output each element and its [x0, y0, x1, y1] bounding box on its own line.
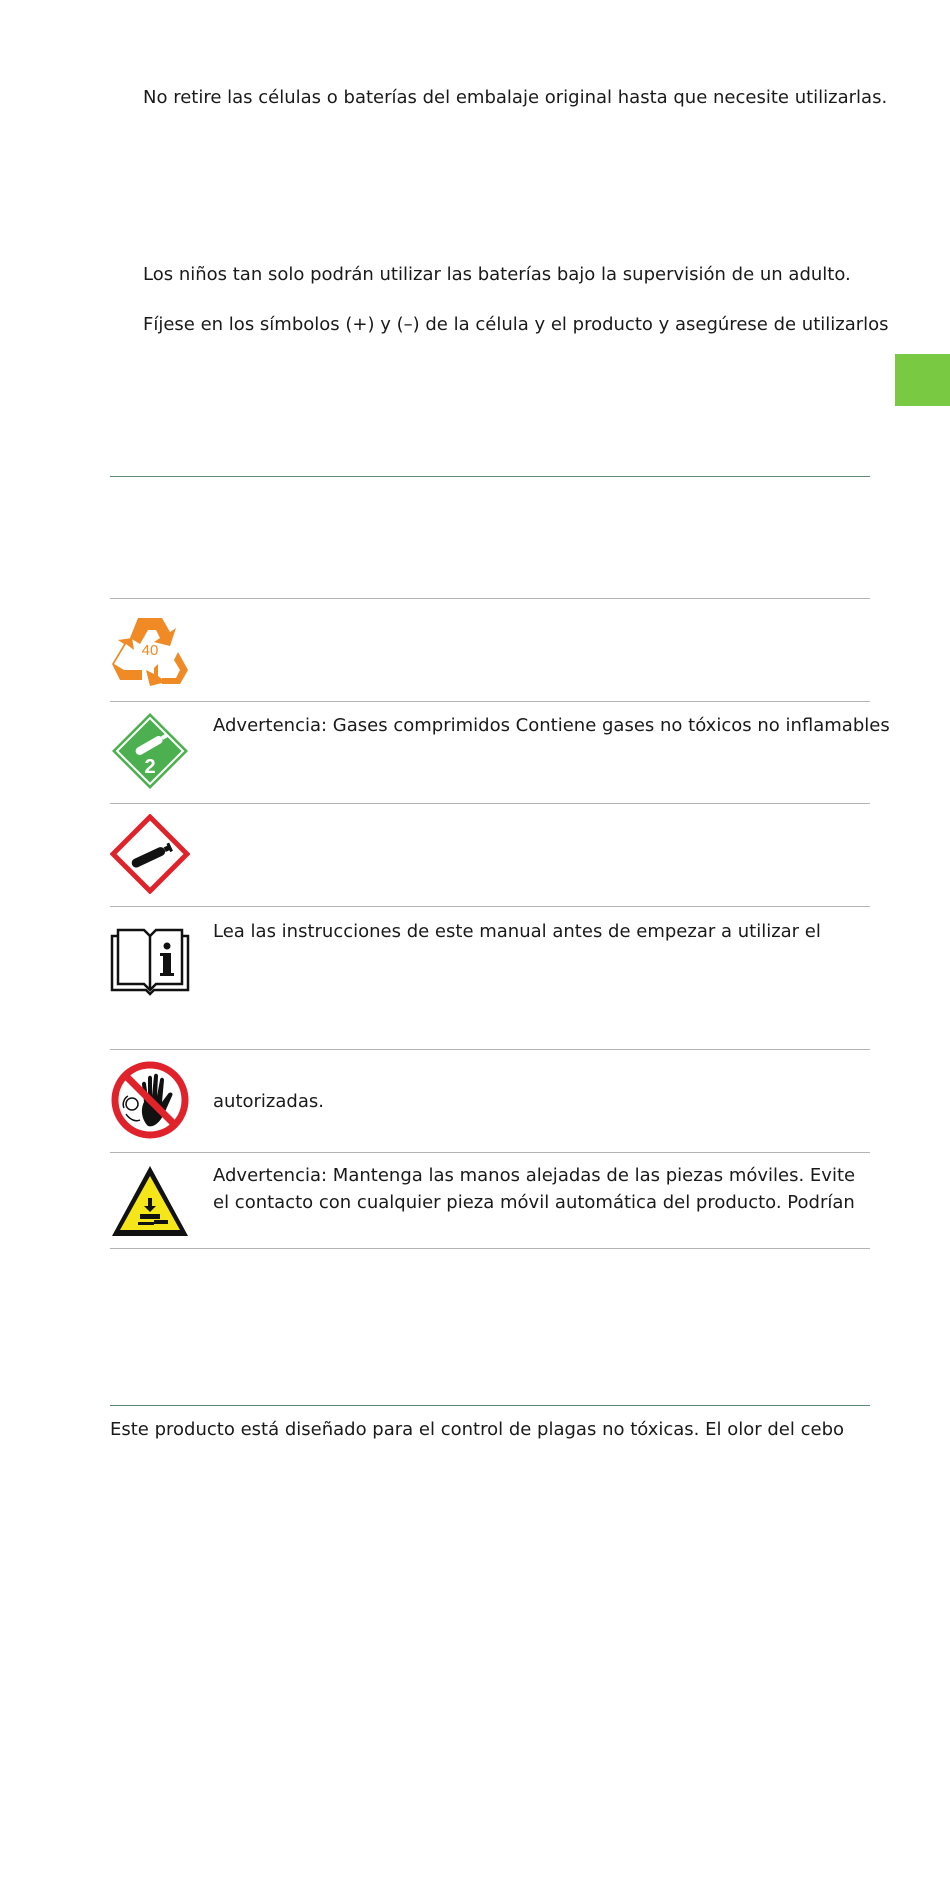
children-supervision-note: Los niños tan solo podrán utilizar las baterías bajo la supervisión de un adulto.: [143, 264, 851, 285]
no-access-text: autorizadas.: [213, 1091, 324, 1112]
table-row-rule: [110, 701, 870, 702]
read-manual-info-icon: [110, 918, 190, 998]
compressed-gas-class2-icon: [110, 711, 190, 791]
section-divider: [110, 476, 870, 477]
recycle-number: 40: [141, 642, 159, 659]
no-unauthorized-access-icon: [110, 1060, 190, 1140]
table-row-rule: [110, 906, 870, 907]
battery-packaging-note: No retire las células o baterías del embalaje original hasta que necesite utilizarlas.: [143, 87, 888, 108]
table-row-rule: [110, 1152, 870, 1153]
moving-parts-text-line1: Advertencia: Mantenga las manos alejadas de las piezas móviles. Evite: [213, 1165, 856, 1186]
footer-paragraph: Este producto está diseñado para el control de plagas no tóxicas. El olor del cebo: [110, 1419, 845, 1440]
table-bottom-rule: [110, 1248, 870, 1249]
table-top-rule: [110, 598, 870, 599]
compressed-gas-text: Advertencia: Gases comprimidos Contiene gases no tóxicos no inflamables: [213, 715, 890, 736]
read-manual-text: Lea las instrucciones de este manual antes de empezar a utilizar el: [213, 921, 821, 942]
section-tab: [895, 354, 950, 406]
section-divider: [110, 1405, 870, 1406]
table-row-rule: [110, 803, 870, 804]
table-row-rule: [110, 1049, 870, 1050]
recycle-icon: [110, 608, 190, 688]
moving-parts-warning-icon: [110, 1162, 190, 1242]
gas-class-number: 2: [144, 756, 156, 778]
moving-parts-text-line2: el contacto con cualquier pieza móvil automática del producto. Podrían: [213, 1192, 855, 1213]
polarity-note: Fíjese en los símbolos (+) y (–) de la célula y el producto y asegúrese de utilizarlos: [143, 314, 889, 335]
ghs-gas-cylinder-icon: [110, 814, 190, 894]
